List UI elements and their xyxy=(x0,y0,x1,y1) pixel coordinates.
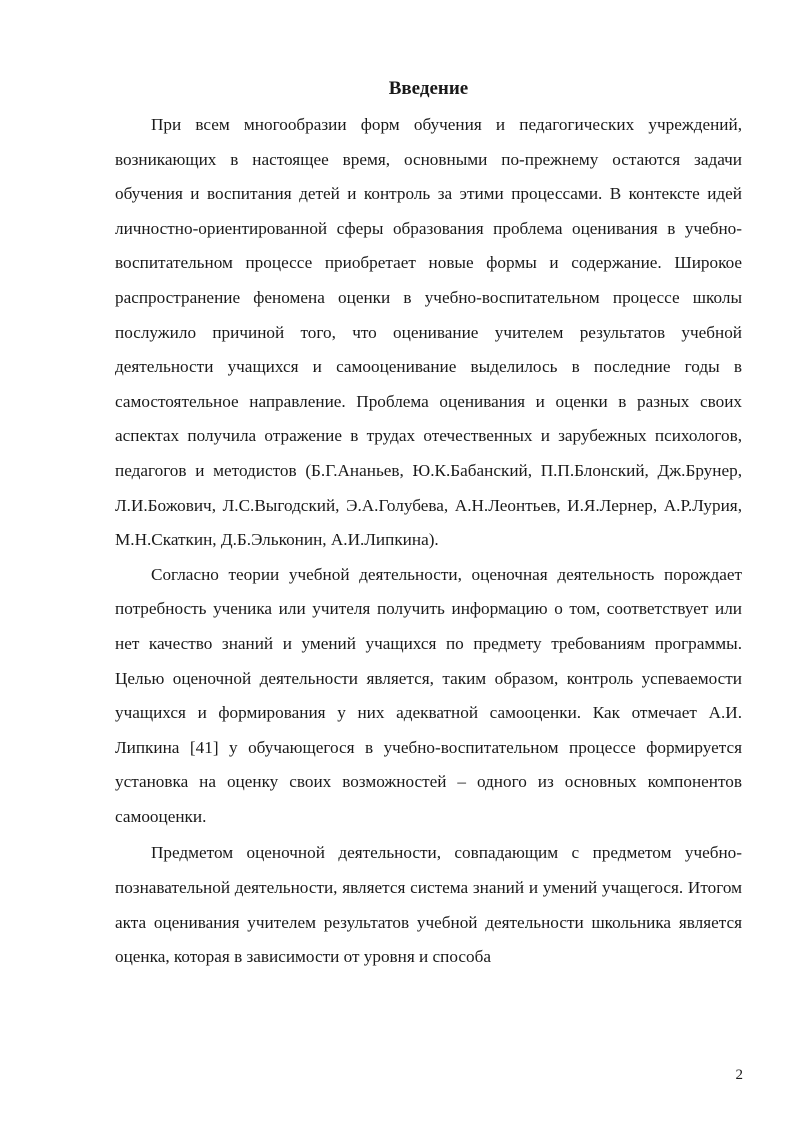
document-body xyxy=(115,108,742,975)
paragraph-2: Согласно теории учебной деятельности, оценочная деятельность порождает потребность ученика или учителя получить информацию о том, соответствует или нет качество знаний и умений учащихся по предмету требованиям программы. Целью оценочной деятельности является, таким образом, контроль успеваемости учащихся и формирования у них адекватной самооценки. Как отмечает А.И. Липкина [41] у обучающегося в учебно-воспитательном процессе формируется установка на оценку своих возможностей – одного из основных компонентов самооценки. xyxy=(115,564,742,826)
page-number: 2 xyxy=(735,1067,743,1083)
paragraph-1: При всем многообразии форм обучения и педагогических учреждений, возникающих в настоящее время, основными по-прежнему остаются задачи обучения и воспитания детей и контроль за этими процессами. В контексте идей личностно-ориентированной сферы образования проблема оценивания в учебно-воспитательном процессе приобретает новые формы и содержание. Широкое распространение феномена оценки в учебно-воспитательном процессе школы послужило причиной того, что оценивание учителем результатов учебной деятельности учащихся и самооценивание выделилось в последние годы в самостоятельное направление. Проблема оценивания и оценки в разных своих аспектах получила отражение в трудах отечественных и зарубежных психологов, педагогов и методистов (Б.Г.Ананьев, Ю.К.Бабанский, П.П.Блонский, Дж.Брунер, Л.И.Божович, Л.С.Выгодский, Э.А.Голубева, А.Н.Леонтьев, И.Я.Лернер, А.Р.Лурия, М.Н.Скаткин, Д.Б.Эльконин, А.И.Липкина). xyxy=(115,115,742,550)
document-title: Введение xyxy=(388,78,469,99)
paragraph-3: Предметом оценочной деятельности, совпадающим с предметом учебно-познавательной деятельности, является система знаний и умений учащегося. Итогом акта оценивания учителем результатов учебной деятельности школьника является оценка, которая в зависимости от уровня и способа xyxy=(115,843,742,967)
